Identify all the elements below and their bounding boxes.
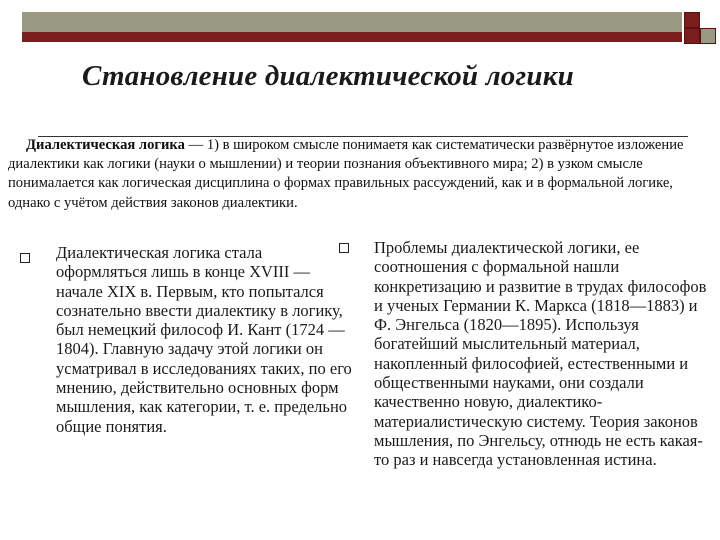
corner-square-bottom-left (684, 28, 700, 44)
definition-paragraph (8, 136, 716, 213)
bullet-square-icon (339, 243, 349, 253)
corner-square-bottom-right (700, 28, 716, 44)
definition-body: — 1) в широком смысле понимаетя как систематически развёрнутое изложение диалектики как логики (науки о мышлении) и теории познания объективного мира; 2) в узком смысле понималается как логическая дисциплина о формах правильных рассуждений, как и в формальной логике, однако с учётом действия законов диалектики. (8, 137, 684, 211)
header-band (22, 12, 682, 42)
left-bullet-text: Диалектическая логика стала оформляться лишь в конце XVIII — начале XIX в. Первым, кто попытался сознательно ввести диалектику в логику, был немецкий философ И. Кант (1724 — 1804). Главную задачу этой логики он усматривал в исследованиях таких, по его мнению, действительно основных форм мышления, как категории, т. е. предельно общие понятия. (56, 243, 352, 436)
right-bullet-text: Проблемы диалектической логики, ее соотношения с формальной нашли конкретизацию и развитие в трудах философов и ученых Германии К. Маркса (1818—1883) и Ф. Энгельса (1820—1895). Используя богатейший мыслительный материал, накопленный философией, естественными и общественными науками, они создали качественно новую, диалектико-материалистическую систему. Теория законов мышления, по Энгельсу, отнюдь не есть какая-то раз и навсегда установленная истина. (374, 238, 707, 470)
slide-title: Становление диалектической логики (82, 60, 574, 92)
bullet-square-icon (20, 253, 30, 263)
definition-lead: Диалектическая логика (26, 137, 185, 153)
corner-square-top (684, 12, 700, 28)
